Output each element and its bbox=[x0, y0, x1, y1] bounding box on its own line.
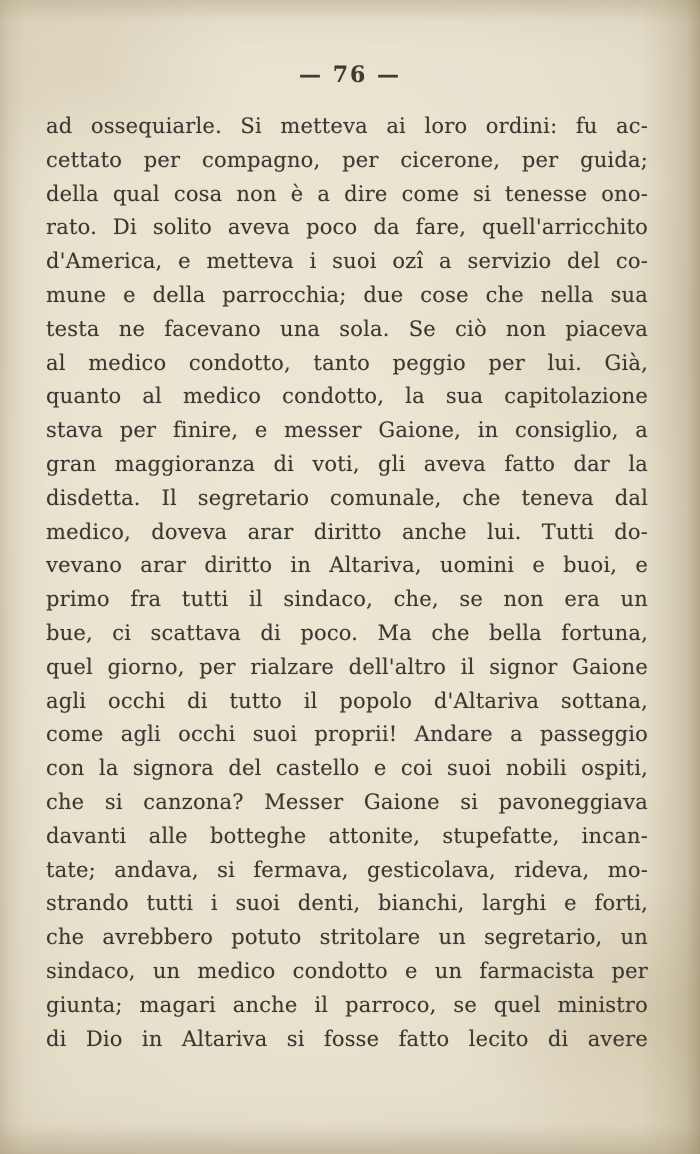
text-line: che avrebbero potuto stritolare un segretario, un bbox=[46, 925, 648, 950]
text-line: medico, doveva arar diritto anche lui. Tutti do- bbox=[46, 519, 648, 544]
text-line: testa ne facevano una sola. Se ciò non piaceva bbox=[46, 316, 648, 341]
text-line: strando tutti i suoi denti, bianchi, larghi e forti, bbox=[46, 891, 648, 916]
text-line: sindaco, un medico condotto e un farmacista per bbox=[46, 958, 648, 983]
body-text bbox=[46, 110, 648, 1056]
text-line: davanti alle botteghe attonite, stupefatte, incan- bbox=[46, 823, 648, 848]
text-line: con la signora del castello e coi suoi nobili ospiti, bbox=[46, 756, 648, 781]
text-line: vevano arar diritto in Altariva, uomini e buoi, e bbox=[46, 553, 648, 578]
text-line: bue, ci scattava di poco. Ma che bella fortuna, bbox=[46, 620, 648, 645]
text-line: disdetta. Il segretario comunale, che teneva dal bbox=[46, 485, 648, 510]
text-line: quel giorno, per rialzare dell'altro il signor Gaione bbox=[46, 654, 648, 679]
text-line: come agli occhi suoi proprii! Andare a passeggio bbox=[46, 722, 648, 747]
text-line: mune e della parrocchia; due cose che nella sua bbox=[46, 282, 648, 307]
text-line: gran maggioranza di voti, gli aveva fatto dar la bbox=[46, 451, 648, 476]
text-line: stava per finire, e messer Gaione, in consiglio, a bbox=[46, 418, 648, 443]
text-line: cettato per compagno, per cicerone, per guida; bbox=[46, 147, 648, 172]
text-line: al medico condotto, tanto peggio per lui. Già, bbox=[46, 350, 648, 375]
page-number: — 76 — bbox=[299, 62, 401, 88]
text-line: d'America, e metteva i suoi ozî a servizio del co- bbox=[46, 249, 648, 274]
text-line: della qual cosa non è a dire come si tenesse ono- bbox=[46, 181, 648, 206]
text-line: di Dio in Altariva si fosse fatto lecito di avere bbox=[46, 1026, 648, 1051]
text-line: giunta; magari anche il parroco, se quel ministro bbox=[46, 992, 648, 1017]
text-line: tate; andava, si fermava, gesticolava, rideva, mo- bbox=[46, 857, 648, 882]
text-line: ad ossequiarle. Si metteva ai loro ordini: fu ac- bbox=[46, 114, 648, 138]
text-line: quanto al medico condotto, la sua capitolazione bbox=[46, 384, 648, 409]
text-line: primo fra tutti il sindaco, che, se non era un bbox=[46, 587, 648, 612]
text-line: agli occhi di tutto il popolo d'Altariva sottana, bbox=[46, 688, 648, 713]
text-line: che si canzona? Messer Gaione si pavoneggiava bbox=[46, 789, 648, 814]
text-line: rato. Di solito aveva poco da fare, quell'arricchito bbox=[46, 215, 648, 240]
